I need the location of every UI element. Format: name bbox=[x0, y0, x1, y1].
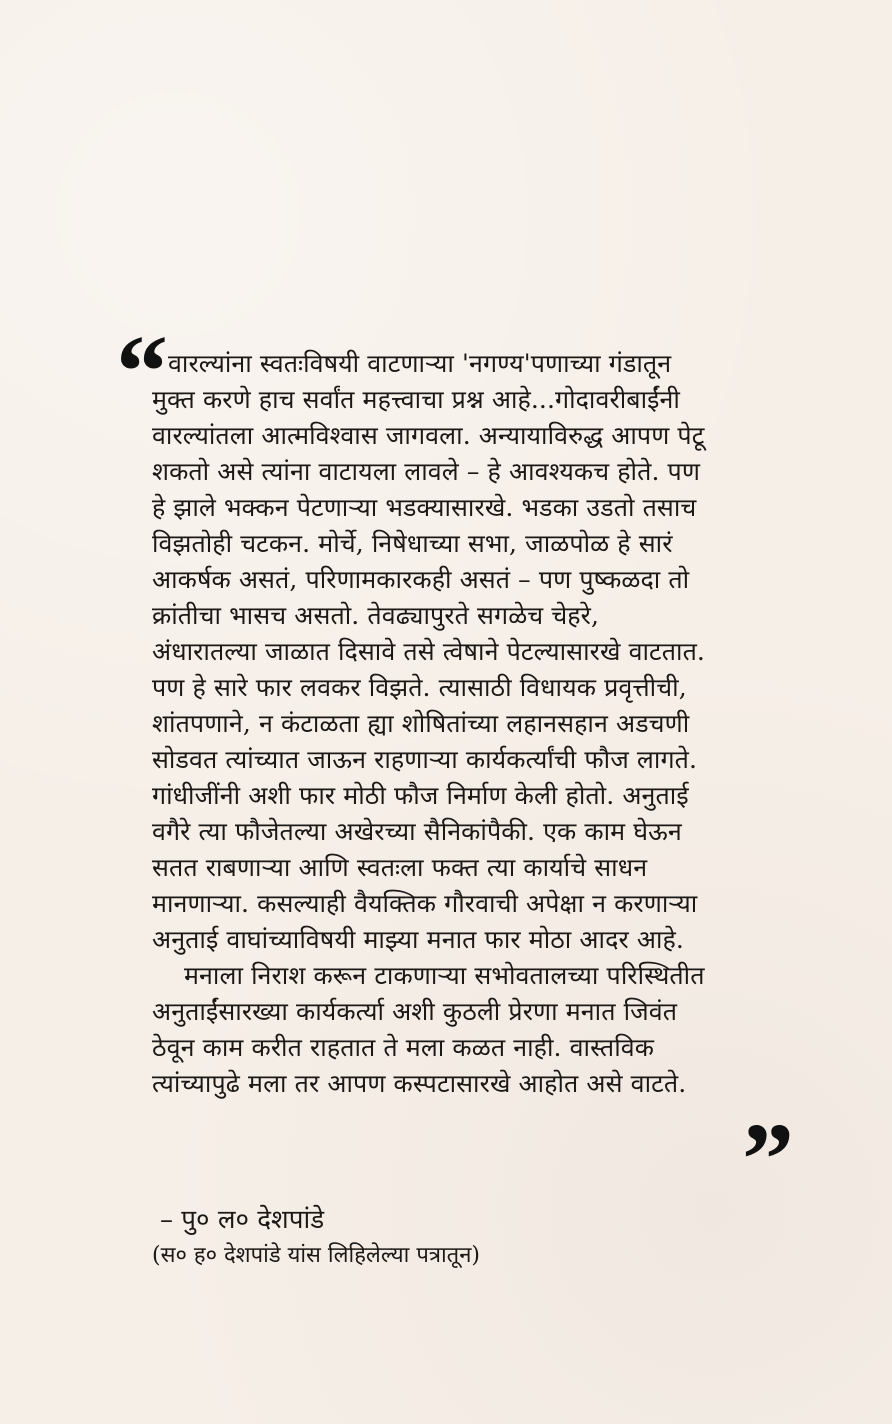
quote-line-9: अंधारातल्या जाळात दिसावे तसे त्वेषाने पेटल्यासारखे वाटतात. bbox=[152, 637, 705, 666]
quote-line-13: गांधीजींनी अशी फार मोठी फौज निर्माण केली होतो. अनुताई bbox=[152, 781, 689, 810]
quote-line-5: हे झाले भक्कन पेटणाऱ्या भडक्यासारखे. भडका उडतो तसाच bbox=[152, 493, 697, 522]
open-quote-mark: “ bbox=[116, 314, 168, 429]
quote-line-6: विझतोही चटकन. मोर्चे, निषेधाच्या सभा, जाळपोळ हे सारं bbox=[152, 529, 673, 558]
letter-source-note: (स० ह० देशपांडे यांस लिहिलेल्या पत्रातून) bbox=[152, 1243, 481, 1268]
author-attribution: – पु० ल० देशपांडे bbox=[160, 1205, 325, 1235]
quote-line-14: वगैरे त्या फौजेतल्या अखेरच्या सैनिकांपैकी. एक काम घेऊन bbox=[152, 817, 682, 846]
quote-line-21: त्यांच्यापुढे मला तर आपण कस्पटासारखे आहोत असे वाटते. bbox=[152, 1069, 687, 1098]
quote-line-11: शांतपणाने, न कंटाळता ह्या शोषितांच्या लहानसहान अडचणी bbox=[152, 709, 690, 738]
quote-line-12: सोडवत त्यांच्यात जाऊन राहणाऱ्या कार्यकर्त्यांची फौज लागते. bbox=[152, 745, 698, 774]
quote-line-16: मानणाऱ्या. कसल्याही वैयक्तिक गौरवाची अपेक्षा न करणाऱ्या bbox=[152, 889, 698, 918]
quote-line-1: वारल्यांना स्वतःविषयी वाटणाऱ्या 'नगण्य'पणाच्या गंडातून bbox=[168, 349, 672, 378]
quote-line-20: ठेवून काम करीत राहतात ते मला कळत नाही. वास्तविक bbox=[152, 1033, 655, 1062]
close-quote-mark: ” bbox=[742, 1102, 794, 1217]
quote-line-17: अनुताई वाघांच्याविषयी माझ्या मनात फार मोठा आदर आहे. bbox=[152, 925, 684, 954]
quote-line-8: क्रांतीचा भासच असतो. तेवढ्यापुरते सगळेच चेहरे, bbox=[152, 601, 600, 630]
quote-line-15: सतत राबणाऱ्या आणि स्वतःला फक्त त्या कार्याचे साधन bbox=[152, 853, 648, 882]
quote-line-4: शकतो असे त्यांना वाटायला लावले – हे आवश्यकच होते. पण bbox=[152, 457, 701, 486]
quote-line-19: अनुताईंसारख्या कार्यकर्त्या अशी कुठली प्रेरणा मनात जिवंत bbox=[152, 997, 678, 1026]
quote-line-7: आकर्षक असतं, परिणामकारकही असतं – पण पुष्कळदा तो bbox=[152, 565, 690, 594]
quote-line-18: मनाला निराश करून टाकणाऱ्या सभोवतालच्या परिस्थितीत bbox=[184, 961, 705, 990]
quote-line-10: पण हे सारे फार लवकर विझते. त्यासाठी विधायक प्रवृत्तीची, bbox=[152, 673, 687, 702]
quote-block bbox=[116, 314, 796, 1217]
quote-line-2: मुक्त करणे हाच सर्वांत महत्त्वाचा प्रश्न आहे...गोदावरीबाईंनी bbox=[152, 385, 680, 414]
quote-line-3: वारल्यांतला आत्मविश्वास जागवला. अन्यायाविरुद्ध आपण पेटू bbox=[152, 421, 705, 450]
